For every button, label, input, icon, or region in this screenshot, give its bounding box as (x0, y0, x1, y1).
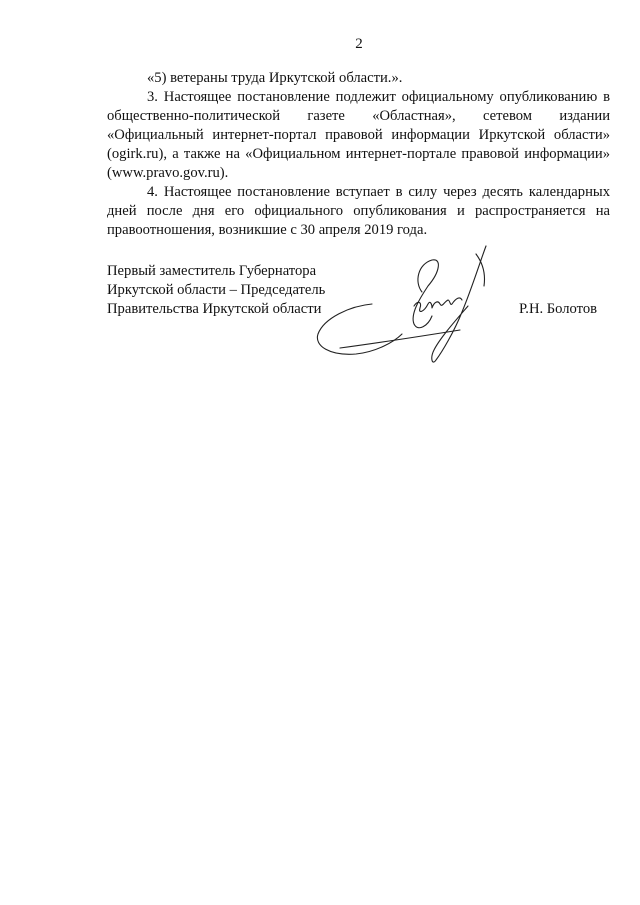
signatory-title (107, 262, 325, 319)
paragraph-3-publication: 3. Настоящее постановление подлежит официальному опубликованию в общественно-политической газете «Областная», сетевом издании «Официальный интернет-портал правовой информации Иркутской области» (ogirk.ru), а также на «Официальном интернет-портале правовой информации» (www.pravo.gov.ru). (107, 89, 610, 181)
handwritten-signature (310, 242, 500, 370)
paragraph-item-5: «5) ветераны труда Иркутской области.». (147, 70, 403, 86)
signatory-title-line: Первый заместитель Губернатора (107, 263, 317, 279)
page-number: 2 (355, 36, 363, 52)
document-body (107, 69, 610, 240)
signatory-name: Р.Н. Болотов (519, 301, 598, 317)
paragraph-4-effective-date: 4. Настоящее постановление вступает в силу через десять календарных дней после дня его официального опубликования и распространяется на правоотношения, возникшие с 30 апреля 2019 года. (107, 184, 610, 238)
signatory-title-line: Правительства Иркутской области (107, 301, 322, 317)
signatory-title-line: Иркутской области – Председатель (107, 282, 326, 298)
